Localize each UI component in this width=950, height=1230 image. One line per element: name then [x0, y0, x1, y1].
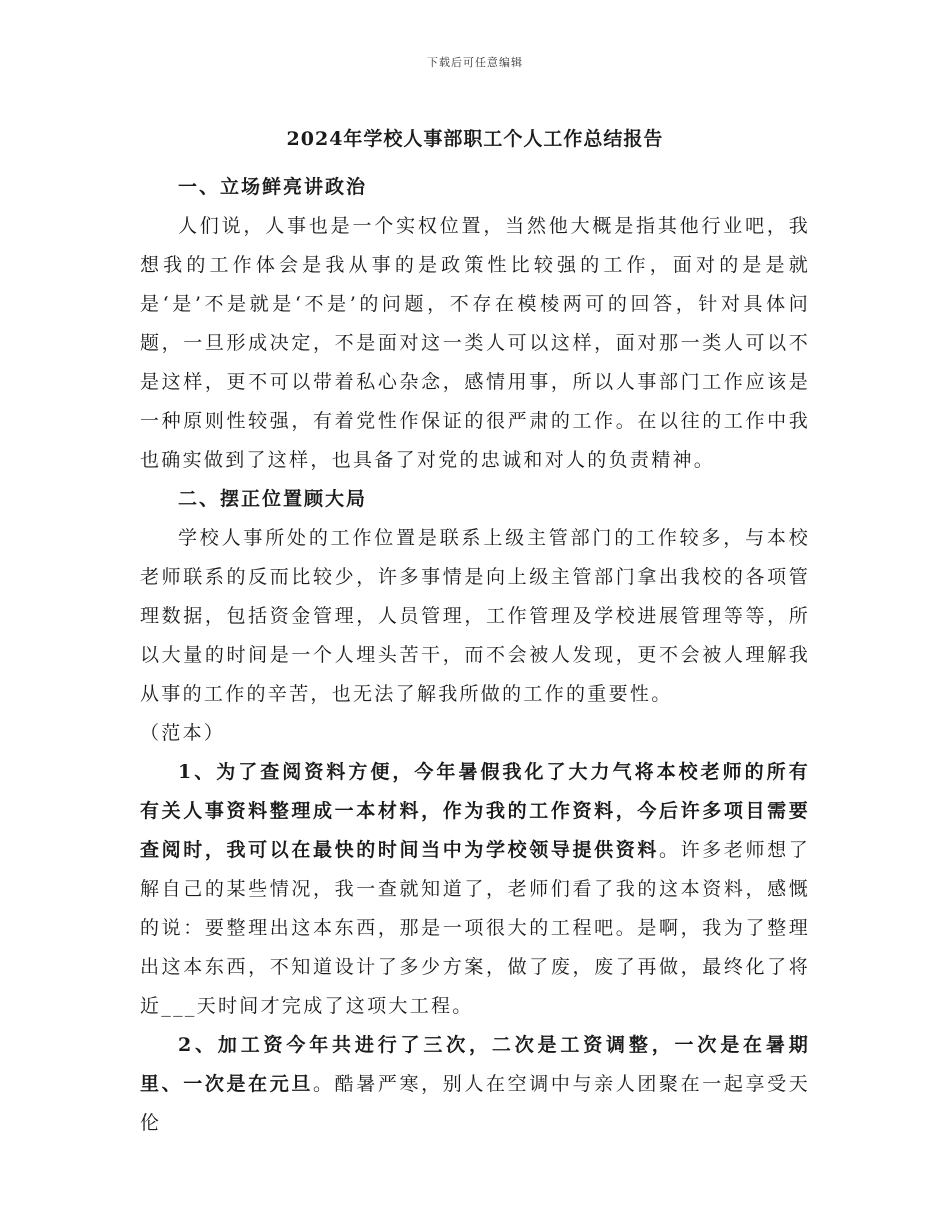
item-2-bold-text: 2、加工资今年共进行了三次，二次是工资调整，一次是在暑期里、一次是在元旦	[140, 1034, 810, 1095]
item-1-bold-text: 1、为了查阅资料方便，今年暑假我化了大力气将本校老师的所有有关人事资料整理成一本材料，作为我的工作资料，今后许多项目需要查阅时，我可以在最快的时间当中为学校领导提供资料	[140, 761, 810, 861]
section-1-heading: 一、立场鲜亮讲政治	[178, 176, 368, 198]
item-2-text: 。酷暑严寒，别人在空调中与亲人团聚在一起享受天伦	[140, 1073, 810, 1134]
section-1-paragraph: 人们说，人事也是一个实权位置，当然他大概是指其他行业吧，我想我的工作体会是我从事的是政策性比较强的工作，面对的是是就是‘是’不是就是‘不是’的问题，不存在模棱两可的回答，针对具体问题，一旦形成决定，不是面对这一类人可以这样，面对那一类人可以不是这样，更不可以带着私心杂念，感情用事，所以人事部门工作应该是一种原则性较强，有着党性作保证的很严肃的工作。在以往的工作中我也确实做到了这样，也具备了对党的忠诚和对人的负责精神。	[140, 215, 810, 471]
item-1-paragraph	[140, 753, 810, 1026]
header-note: 下载后可任意编辑	[427, 56, 523, 69]
section-2-heading: 二、摆正位置顾大局	[178, 488, 368, 510]
section-2-paragraph: 学校人事所处的工作位置是联系上级主管部门的工作较多，与本校老师联系的反而比较少，许多事情是向上级主管部门拿出我校的各项管理数据，包括资金管理，人员管理，工作管理及学校进展管理等等，所以大量的时间是一个人埋头苦干，而不会被人发现，更不会被人理解我从事的工作的辛苦，也无法了解我所做的工作的重要性。	[140, 527, 810, 705]
item-1-text: 。许多老师想了解自己的某些情况，我一查就知道了，老师们看了我的这本资料，感慨的说：要整理出这本东西，那是一项很大的工程吧。是啊，我为了整理出这本东西，不知道设计了多少方案，做了废，废了再做，最终化了将近___天时间才完成了这项大工程。	[140, 839, 810, 1017]
sample-note: （范本）	[140, 722, 226, 744]
document-body	[140, 168, 810, 1143]
document-title: 2024年学校人事部职工个人工作总结报告	[286, 128, 664, 150]
item-2-paragraph	[140, 1026, 810, 1143]
